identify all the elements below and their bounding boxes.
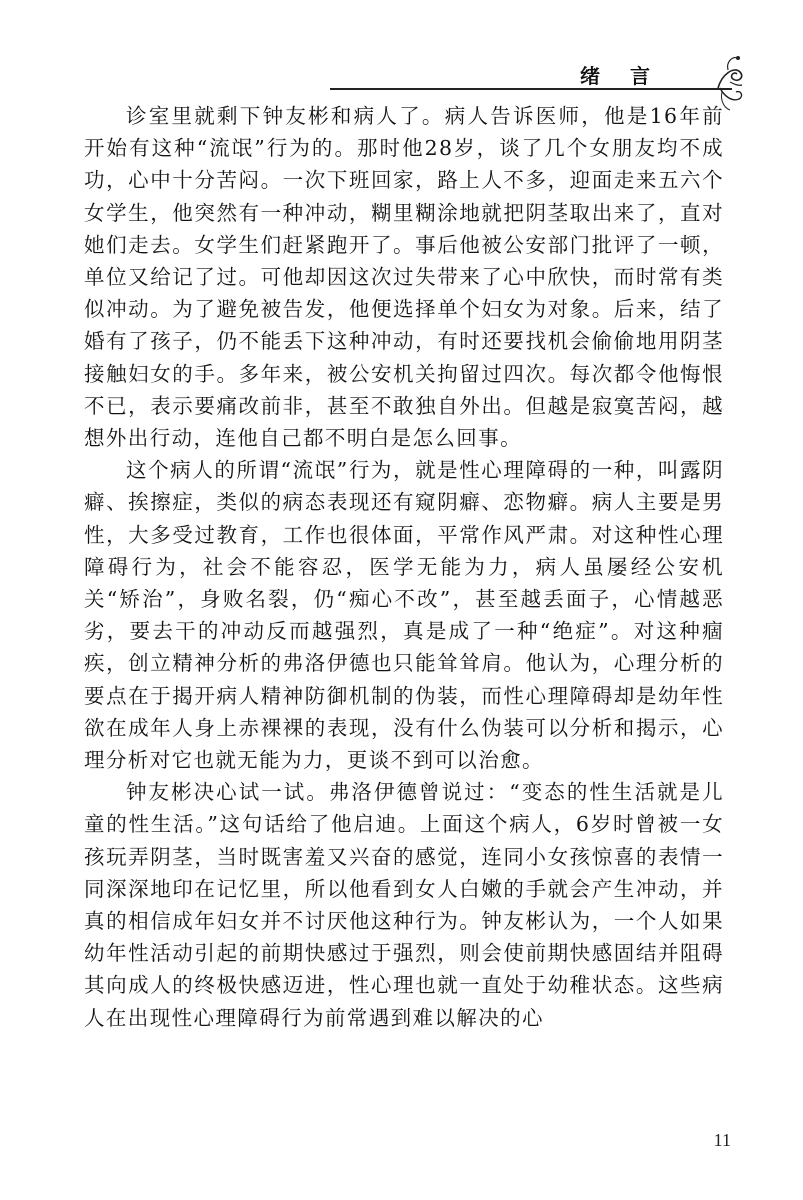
header-rule: [330, 88, 732, 90]
paragraph: 这个病人的所谓“流氓”行为，就是性心理障碍的一种，叫露阴癖、挨擦症，类似的病态表现还有窥阴癖、恋物癖。病人主要是男性，大多受过教育，工作也很体面，平常作风严肃。对这种性心理障碍行为，社会不能容忍，医学无能为力，病人虽屡经公安机关“矫治”，身败名裂，仍“痴心不改”，甚至越丢面子，心情越恶劣，要去干的冲动反而越强烈，真是成了一种“绝症”。对这种痼疾，创立精神分析的弗洛伊德也只能耸耸肩。他认为，心理分析的要点在于揭开病人精神防御机制的伪装，而性心理障碍却是幼年性欲在成年人身上赤裸裸的表现，没有什么伪装可以分析和揭示，心理分析对它也就无能为力，更谈不到可以治愈。: [84, 458, 724, 773]
body-text: [84, 100, 724, 1034]
paragraph: 诊室里就剩下钟友彬和病人了。病人告诉医师，他是16年前开始有这种“流氓”行为的。那时他28岁，谈了几个女朋友均不成功，心中十分苦闷。一次下班回家，路上人不多，迎面走来五六个女学生，他突然有一种冲动，糊里糊涂地就把阴茎取出来了，直对她们走去。女学生们赶紧跑开了。事后他被公安部门批评了一顿，单位又给记了过。可他却因这次过失带来了心中欣快，而时常有类似冲动。为了避免被告发，他便选择单个妇女为对象。后来，结了婚有了孩子，仍不能丢下这种冲动，有时还要找机会偷偷地用阴茎接触妇女的手。多年来，被公安机关拘留过四次。每次都令他悔恨不已，表示要痛改前非，甚至不敢独自外出。但越是寂寞苦闷，越想外出行动，连他自己都不明白是怎么回事。: [84, 104, 724, 451]
chapter-title: 绪言: [580, 64, 680, 88]
page-number: 11: [713, 1130, 731, 1150]
paragraph: 钟友彬决心试一试。弗洛伊德曾说过：“变态的性生活就是儿童的性生活。”这句话给了他启迪。上面这个病人，6岁时曾被一女孩玩弄阴茎，当时既害羞又兴奋的感觉，连同小女孩惊喜的表情一同深深地印在记忆里，所以他看到女人白嫩的手就会产生冲动，并真的相信成年妇女并不讨厌他这种行为。钟友彬认为，一个人如果幼年性活动引起的前期快感过于强烈，则会使前期快感固结并阻碍其向成人的终极快感迈进，性心理也就一直处于幼稚状态。这些病人在出现性心理障碍行为前常遇到难以解决的心: [84, 780, 724, 1030]
